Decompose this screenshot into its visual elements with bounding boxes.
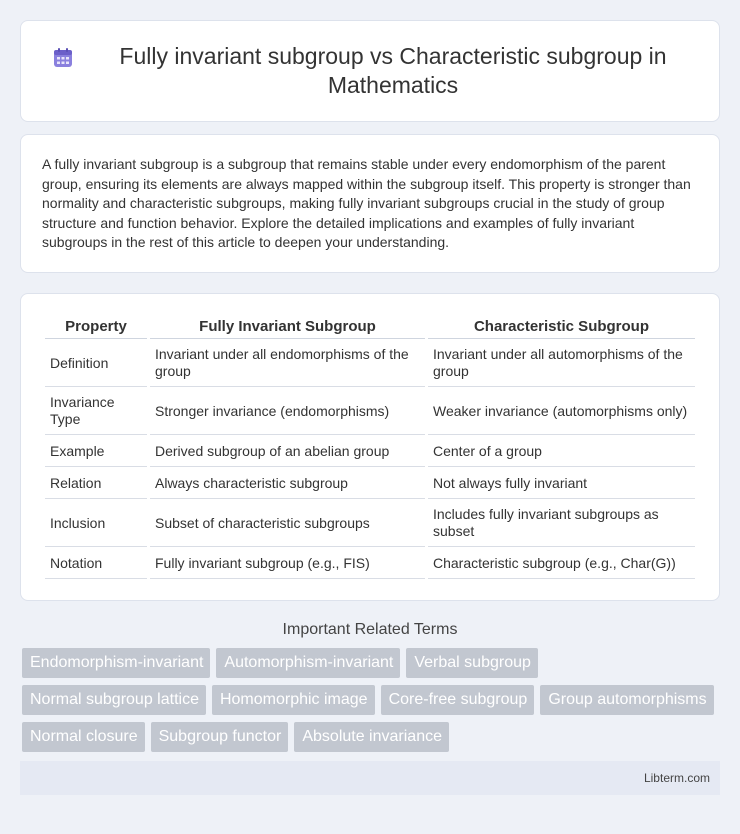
related-tag[interactable]: Normal subgroup lattice [22,685,206,715]
table-cell: Invariant under all endomorphisms of the group [150,339,425,387]
footer-site-link[interactable]: Libterm.com [643,771,710,785]
related-tag[interactable]: Core-free subgroup [381,685,535,715]
footer [20,761,720,795]
table-row [45,339,695,387]
related-tag[interactable]: Absolute invariance [294,722,449,752]
table-cell: Relation [45,467,147,499]
table-cell: Invariance Type [45,387,147,435]
table-row [45,435,695,467]
related-tag[interactable]: Group automorphisms [540,685,713,715]
table-cell: Always characteristic subgroup [150,467,425,499]
table-cell: Derived subgroup of an abelian group [150,435,425,467]
calendar-icon [51,46,75,70]
related-tag[interactable]: Automorphism-invariant [216,648,400,678]
table-cell: Definition [45,339,147,387]
header-card [20,20,720,122]
related-terms-section [20,621,720,759]
related-tag[interactable]: Endomorphism-invariant [22,648,210,678]
table-header-row [45,314,695,339]
table-row [45,499,695,547]
related-tag[interactable]: Homomorphic image [212,685,375,715]
comparison-table-card [20,293,720,601]
table-cell: Not always fully invariant [428,467,695,499]
table-cell: Invariant under all automorphisms of the group [428,339,695,387]
table-row [45,467,695,499]
intro-card [20,134,720,273]
table-cell: Center of a group [428,435,695,467]
related-tag[interactable]: Subgroup functor [151,722,289,752]
table-cell: Stronger invariance (endomorphisms) [150,387,425,435]
related-tag[interactable]: Verbal subgroup [406,648,538,678]
related-terms-title: Important Related Terms [282,621,458,638]
table-cell: Notation [45,547,147,579]
table-cell: Weaker invariance (automorphisms only) [428,387,695,435]
table-cell: Characteristic subgroup (e.g., Char(G)) [428,547,695,579]
table-cell: Fully invariant subgroup (e.g., FIS) [150,547,425,579]
table-header: Characteristic Subgroup [428,314,695,339]
related-tags [20,648,720,759]
table-header: Property [45,314,147,339]
table-cell: Example [45,435,147,467]
related-tag[interactable]: Normal closure [22,722,145,752]
table-row [45,547,695,579]
page-title: Fully invariant subgroup vs Characteristic subgroup in Mathematics [119,43,667,98]
table-cell: Inclusion [45,499,147,547]
table-row [45,387,695,435]
intro-text: A fully invariant subgroup is a subgroup that remains stable under every endomorphism of the parent group, ensuring its elements are always mapped within the subgroup itself. This property is stronger than normality and characteristic subgroups, making fully invariant subgroups crucial in the study of group structure and function behavior. Explore the detailed implications and examples of fully invariant subgroups in the rest of this article to deepen your understanding. [42,156,691,250]
table-cell: Subset of characteristic subgroups [150,499,425,547]
table-header: Fully Invariant Subgroup [150,314,425,339]
table-cell: Includes fully invariant subgroups as subset [428,499,695,547]
comparison-table [42,314,698,579]
